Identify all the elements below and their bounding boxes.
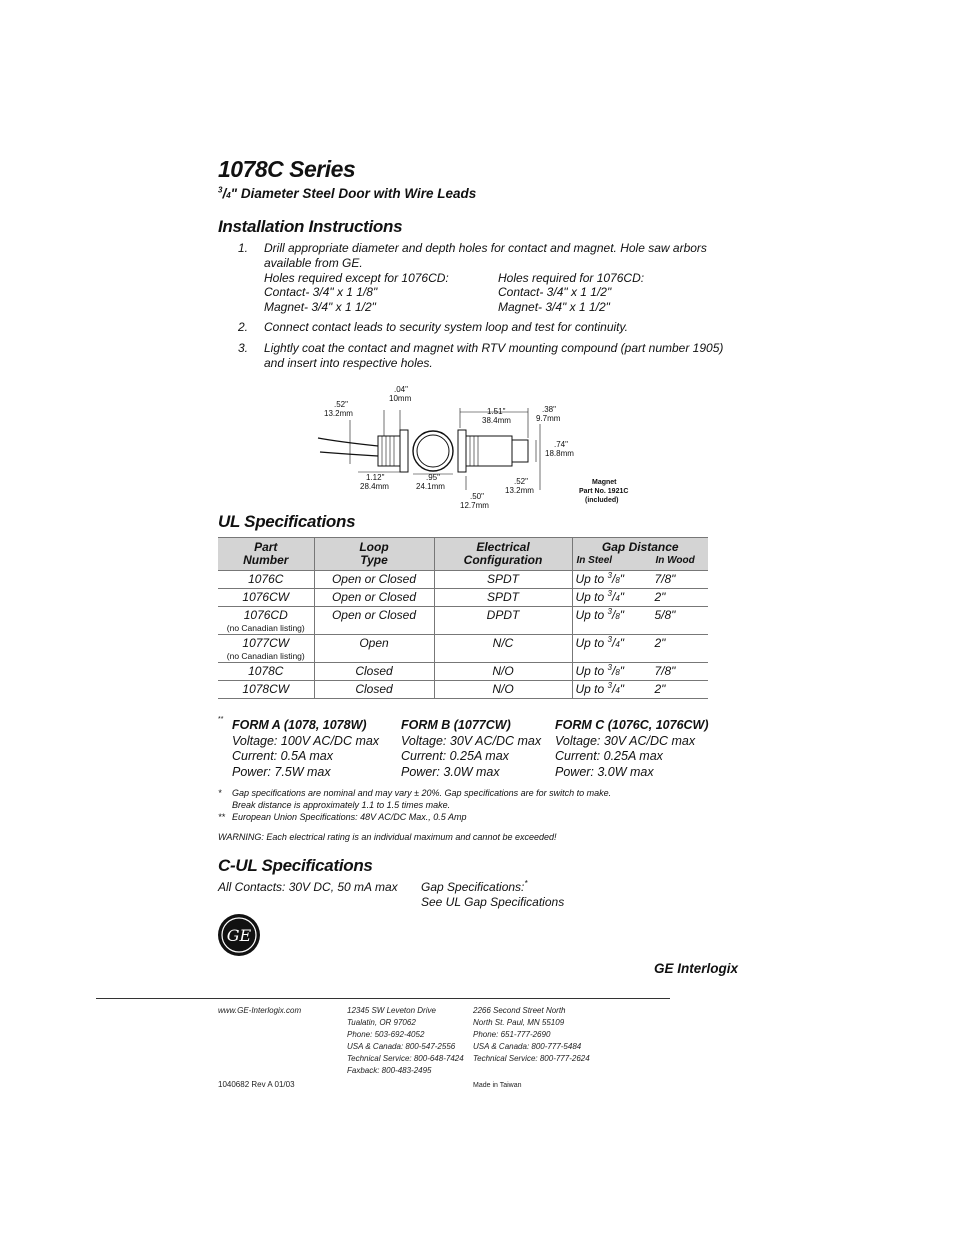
footer-address-2: 2266 Second Street North North St. Paul, MN 55109 Phone: 651-777-2690 USA & Canada: 800-777-5484 Technical Service: 800-777-2624 bbox=[473, 1006, 590, 1063]
form-b-voltage: Voltage: 30V AC/DC max bbox=[401, 733, 542, 748]
cell-part-note: (no Canadian listing) bbox=[226, 651, 305, 661]
forms-marker: ** bbox=[218, 716, 224, 723]
cell-gap bbox=[572, 607, 708, 635]
cell-gap-steel: Up to $^3$/8" bbox=[575, 571, 625, 586]
dim-magnet-width-mm: 13.2mm bbox=[505, 486, 534, 495]
form-c-power: Power: 3.0W max bbox=[555, 764, 654, 779]
cell-part-note: (no Canadian listing) bbox=[226, 623, 305, 633]
col-gap-steel: In Steel bbox=[576, 555, 613, 566]
dim-tip-length-in: .38" bbox=[542, 405, 556, 414]
cell-part: 1076CD (no Canadian listing) bbox=[218, 607, 314, 635]
holes-left-title: Holes required except for 1076CD: bbox=[264, 271, 449, 285]
note2-marker: ** bbox=[218, 812, 226, 822]
dim-magnet-width-in: .52" bbox=[514, 477, 528, 486]
cell-loop: Closed bbox=[314, 663, 434, 681]
installation-heading: Installation Instructions bbox=[218, 217, 403, 236]
wire-lead bbox=[320, 452, 378, 456]
contact-body bbox=[378, 436, 400, 466]
cell-gap-steel: Up to $^3$/4" bbox=[575, 635, 625, 650]
form-a-power: Power: 7.5W max bbox=[232, 764, 331, 779]
magnet-tip bbox=[512, 440, 528, 462]
form-b-power: Power: 3.0W max bbox=[401, 764, 500, 779]
cell-part: 1076CW bbox=[218, 589, 314, 607]
footer-made-in: Made in Taiwan bbox=[473, 1082, 522, 1089]
col-part-header: Part Number bbox=[218, 538, 314, 571]
cell-gap-steel: Up to $^3$/4" bbox=[575, 589, 625, 604]
step3-text: Lightly coat the contact and magnet with RTV mounting compound (part number 1905) and insert into respective holes. bbox=[264, 341, 724, 370]
cell-elec: SPDT bbox=[434, 571, 572, 589]
dim-contact-width-in: .52" bbox=[334, 400, 348, 409]
dim-gap-mm: 10mm bbox=[389, 394, 412, 403]
wire-lead bbox=[318, 438, 378, 446]
col-gap-wood: In Wood bbox=[655, 555, 695, 566]
cell-loop: Open or Closed bbox=[314, 589, 434, 607]
contact-flange bbox=[400, 430, 408, 472]
page-subtitle: $^3$/4" Diameter Steel Door with Wire Leads bbox=[218, 185, 477, 201]
table-row bbox=[218, 663, 708, 681]
footer-divider bbox=[96, 998, 670, 999]
cell-gap bbox=[572, 635, 708, 663]
holes-right-contact: Contact- 3/4" x 1 1/2" bbox=[498, 285, 612, 299]
footer-address-1: 12345 SW Leveton Drive Tualatin, OR 97062 Phone: 503-692-4052 USA & Canada: 800-547-2556 Technical Service: 800-648-7424 Faxback: 800-483-2495 bbox=[347, 1006, 464, 1075]
brand-name: GE Interlogix bbox=[654, 961, 739, 976]
form-c-title: FORM C (1076C, 1076CW) bbox=[555, 718, 709, 732]
dim-face-dia-mm: 24.1mm bbox=[416, 482, 445, 491]
subtitle-frac-den: 4 bbox=[226, 191, 231, 200]
dim-tip-length-mm: 9.7mm bbox=[536, 414, 561, 423]
cell-part: 1078CW bbox=[218, 681, 314, 699]
cell-gap-wood: 7/8" bbox=[654, 572, 676, 586]
cell-loop: Open bbox=[314, 635, 434, 663]
holes-left-contact: Contact- 3/4" x 1 1/8" bbox=[264, 285, 378, 299]
contact-magnet-diagram bbox=[300, 380, 640, 510]
cul-contacts: All Contacts: 30V DC, 50 mA max bbox=[218, 880, 398, 894]
form-b-current: Current: 0.25A max bbox=[401, 749, 509, 763]
note1-marker: * bbox=[218, 788, 222, 798]
step3-number: 3. bbox=[238, 341, 249, 355]
cell-gap bbox=[572, 589, 708, 607]
cell-part: 1076C bbox=[218, 571, 314, 589]
step1-text: Drill appropriate diameter and depth holes for contact and magnet. Hole saw arbors available from GE. bbox=[264, 241, 707, 270]
cell-gap-wood: 2" bbox=[654, 590, 666, 604]
cell-loop: Open or Closed bbox=[314, 571, 434, 589]
dim-contact-length-in: 1.12" bbox=[366, 473, 385, 482]
cell-part: 1078C bbox=[218, 663, 314, 681]
holes-right-title: Holes required for 1076CD: bbox=[498, 271, 645, 285]
dim-face-dia-in: .95" bbox=[426, 473, 440, 482]
form-b-block bbox=[401, 718, 541, 780]
table-header-row bbox=[218, 538, 708, 571]
cell-gap-wood: 7/8" bbox=[654, 664, 676, 678]
form-a-current: Current: 0.5A max bbox=[232, 749, 333, 763]
dim-contact-length-mm: 28.4mm bbox=[360, 482, 389, 491]
holes-left-magnet: Magnet- 3/4" x 1 1/2" bbox=[264, 300, 376, 314]
holes-right-magnet: Magnet- 3/4" x 1 1/2" bbox=[498, 300, 610, 314]
cell-loop: Open or Closed bbox=[314, 607, 434, 635]
cell-gap bbox=[572, 681, 708, 699]
cell-gap-steel: Up to $^3$/4" bbox=[575, 681, 625, 696]
col-elec-header: Electrical Configuration bbox=[434, 538, 572, 571]
cul-gap-label: Gap Specifications:* bbox=[421, 879, 528, 894]
cell-gap-steel: Up to $^3$/8" bbox=[575, 607, 625, 622]
note1-line2: Break distance is approximately 1.1 to 1.5 times make. bbox=[232, 800, 451, 810]
magnet-label-line2: Part No. 1921C bbox=[579, 488, 629, 495]
warning-text: WARNING: Each electrical rating is an individual maximum and cannot be exceeded! bbox=[218, 832, 557, 842]
cell-gap bbox=[572, 571, 708, 589]
cell-elec: SPDT bbox=[434, 589, 572, 607]
table-row bbox=[218, 635, 708, 663]
cell-gap-wood: 2" bbox=[654, 682, 666, 696]
cell-part: 1077CW (no Canadian listing) bbox=[218, 635, 314, 663]
form-a-title: FORM A (1078, 1078W) bbox=[232, 718, 367, 732]
col-gap-header: Gap Distance In Steel In Wood bbox=[572, 538, 708, 571]
ge-logo-icon bbox=[217, 913, 261, 957]
ge-logo-text: GE bbox=[226, 926, 252, 945]
magnet-label-line3: (included) bbox=[585, 497, 619, 504]
dim-flange-mm: 12.7mm bbox=[460, 501, 489, 510]
magnet-flange bbox=[458, 430, 466, 472]
dim-flange-in: .50" bbox=[470, 492, 484, 501]
dim-magnet-length-mm: 38.4mm bbox=[482, 416, 511, 425]
table-row bbox=[218, 589, 708, 607]
cell-gap-wood: 5/8" bbox=[654, 608, 676, 622]
magnet-body bbox=[466, 436, 512, 466]
dim-gap-in: .04" bbox=[394, 385, 408, 394]
step1-number: 1. bbox=[238, 241, 249, 255]
table-row bbox=[218, 607, 708, 635]
form-a-block bbox=[232, 718, 379, 780]
note2-text: European Union Specifications: 48V AC/DC Max., 0.5 Amp bbox=[232, 812, 467, 822]
col-loop-header: Loop Type bbox=[314, 538, 434, 571]
subtitle-text: " Diameter Steel Door with Wire Leads bbox=[230, 186, 477, 201]
table-row bbox=[218, 681, 708, 699]
cell-elec: N/O bbox=[434, 663, 572, 681]
cell-gap-wood: 2" bbox=[654, 636, 666, 650]
form-c-voltage: Voltage: 30V AC/DC max bbox=[555, 733, 696, 748]
cul-heading: C-UL Specifications bbox=[218, 856, 373, 875]
cell-elec: N/O bbox=[434, 681, 572, 699]
magnet-label-line1: Magnet bbox=[592, 479, 617, 486]
dim-magnet-height-mm: 18.8mm bbox=[545, 449, 574, 458]
cell-gap-steel: Up to $^3$/8" bbox=[575, 663, 625, 678]
cell-elec: DPDT bbox=[434, 607, 572, 635]
form-c-current: Current: 0.25A max bbox=[555, 749, 663, 763]
contact-face-inner bbox=[417, 435, 449, 467]
cell-elec: N/C bbox=[434, 635, 572, 663]
form-c-block bbox=[555, 718, 709, 780]
table-row bbox=[218, 571, 708, 589]
form-a-voltage: Voltage: 100V AC/DC max bbox=[232, 733, 380, 748]
cul-gap-see: See UL Gap Specifications bbox=[421, 895, 565, 909]
ul-heading: UL Specifications bbox=[218, 512, 356, 531]
footer-website[interactable]: www.GE-Interlogix.com bbox=[218, 1006, 302, 1015]
form-b-title: FORM B (1077CW) bbox=[401, 718, 511, 732]
step2-number: 2. bbox=[238, 320, 249, 334]
page-title: 1078C Series bbox=[218, 156, 356, 182]
cell-loop: Closed bbox=[314, 681, 434, 699]
ul-spec-table bbox=[218, 537, 708, 699]
dim-magnet-length-in: 1.51" bbox=[487, 407, 506, 416]
subtitle-frac-num: 3 bbox=[218, 185, 223, 195]
footer-docnum: 1040682 Rev A 01/03 bbox=[218, 1080, 295, 1089]
note1-line1: Gap specifications are nominal and may vary ± 20%. Gap specifications are for switch to make. bbox=[232, 788, 612, 798]
dim-contact-width-mm: 13.2mm bbox=[324, 409, 353, 418]
dim-magnet-height-in: .74" bbox=[554, 440, 568, 449]
cell-gap bbox=[572, 663, 708, 681]
step2-text: Connect contact leads to security system loop and test for continuity. bbox=[264, 320, 628, 334]
